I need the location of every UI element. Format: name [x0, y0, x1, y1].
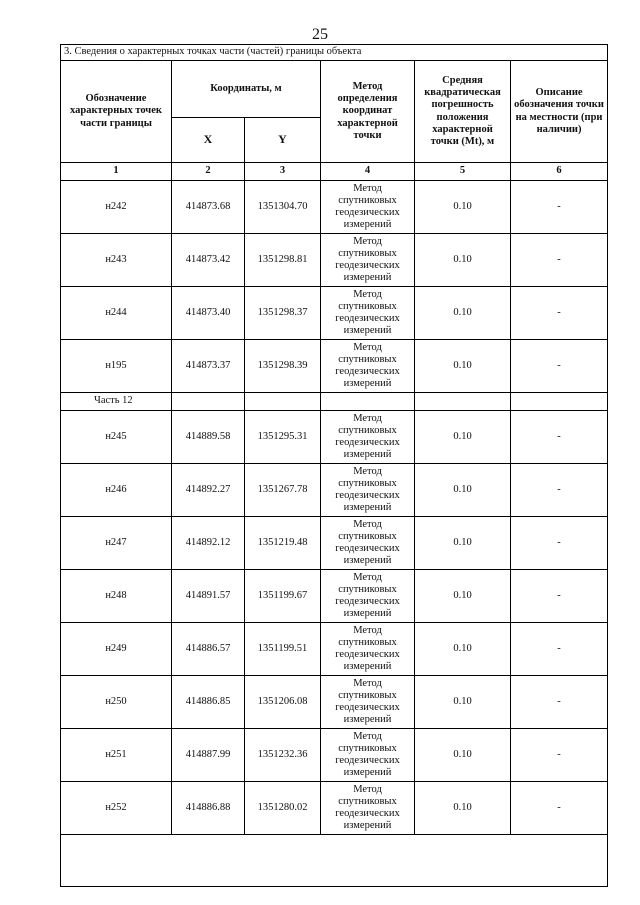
point-description: -	[511, 411, 608, 464]
point-id: н249	[61, 623, 172, 676]
coord-y: 1351295.31	[245, 411, 321, 464]
point-description: -	[511, 234, 608, 287]
point-description: -	[511, 340, 608, 393]
point-id: н247	[61, 517, 172, 570]
coord-y: 1351304.70	[245, 181, 321, 234]
table-row	[61, 676, 608, 729]
coord-y: 1351199.67	[245, 570, 321, 623]
method: Метод спутниковых геодезических измерений	[321, 411, 415, 464]
table-row	[61, 234, 608, 287]
coord-x: 414887.99	[172, 729, 245, 782]
point-id: н244	[61, 287, 172, 340]
coord-y: 1351267.78	[245, 464, 321, 517]
point-description: -	[511, 729, 608, 782]
empty-cell	[511, 393, 608, 411]
point-id: н248	[61, 570, 172, 623]
empty-cell	[415, 393, 511, 411]
mt-error: 0.10	[415, 234, 511, 287]
header-y: Y	[245, 118, 321, 163]
coord-x: 414892.12	[172, 517, 245, 570]
table-row	[61, 464, 608, 517]
header-point-designation: Обозначение характерных точек части границы	[61, 61, 172, 163]
coord-y: 1351298.81	[245, 234, 321, 287]
mt-error: 0.10	[415, 676, 511, 729]
section-title: 3. Сведения о характерных точках части (частей) границы объекта	[61, 45, 608, 61]
empty-cell	[172, 393, 245, 411]
point-id: н246	[61, 464, 172, 517]
method: Метод спутниковых геодезических измерений	[321, 623, 415, 676]
point-id: н250	[61, 676, 172, 729]
empty-cell	[61, 835, 608, 887]
point-description: -	[511, 517, 608, 570]
coord-x: 414873.37	[172, 340, 245, 393]
page-number: 25	[312, 26, 328, 43]
boundary-points-table	[60, 44, 608, 887]
coord-y: 1351280.02	[245, 782, 321, 835]
method: Метод спутниковых геодезических измерений	[321, 234, 415, 287]
table-row	[61, 287, 608, 340]
mt-error: 0.10	[415, 570, 511, 623]
column-number-1: 1	[61, 163, 172, 181]
mt-error: 0.10	[415, 623, 511, 676]
coord-x: 414873.68	[172, 181, 245, 234]
mt-error: 0.10	[415, 517, 511, 570]
method: Метод спутниковых геодезических измерений	[321, 782, 415, 835]
point-id: н242	[61, 181, 172, 234]
coord-x: 414891.57	[172, 570, 245, 623]
coord-y: 1351199.51	[245, 623, 321, 676]
coord-y: 1351298.39	[245, 340, 321, 393]
table-row	[61, 411, 608, 464]
point-id: н195	[61, 340, 172, 393]
mt-error: 0.10	[415, 287, 511, 340]
point-description: -	[511, 782, 608, 835]
coord-y: 1351232.36	[245, 729, 321, 782]
mt-error: 0.10	[415, 340, 511, 393]
part-row	[61, 393, 608, 411]
header-x: X	[172, 118, 245, 163]
coord-y: 1351219.48	[245, 517, 321, 570]
empty-cell	[245, 393, 321, 411]
table-row	[61, 729, 608, 782]
point-description: -	[511, 676, 608, 729]
header-error: Средняя квадратическая погрешность положения характерной точки (Mt), м	[415, 61, 511, 163]
mt-error: 0.10	[415, 411, 511, 464]
coord-x: 414873.40	[172, 287, 245, 340]
coord-x: 414886.85	[172, 676, 245, 729]
mt-error: 0.10	[415, 464, 511, 517]
header-description: Описание обозначения точки на местности (при наличии)	[511, 61, 608, 163]
part-label: Часть 12	[61, 393, 172, 411]
coord-x: 414889.58	[172, 411, 245, 464]
coord-x: 414886.57	[172, 623, 245, 676]
point-description: -	[511, 623, 608, 676]
coord-y: 1351298.37	[245, 287, 321, 340]
mt-error: 0.10	[415, 782, 511, 835]
table-row	[61, 623, 608, 676]
point-description: -	[511, 464, 608, 517]
table-row	[61, 782, 608, 835]
method: Метод спутниковых геодезических измерений	[321, 340, 415, 393]
point-id: н245	[61, 411, 172, 464]
table-row	[61, 570, 608, 623]
point-description: -	[511, 181, 608, 234]
method: Метод спутниковых геодезических измерений	[321, 729, 415, 782]
empty-row	[61, 835, 608, 887]
table-row	[61, 340, 608, 393]
method: Метод спутниковых геодезических измерений	[321, 181, 415, 234]
column-number-2: 2	[172, 163, 245, 181]
coord-y: 1351206.08	[245, 676, 321, 729]
column-number-6: 6	[511, 163, 608, 181]
point-id: н251	[61, 729, 172, 782]
method: Метод спутниковых геодезических измерений	[321, 464, 415, 517]
point-description: -	[511, 570, 608, 623]
coord-x: 414873.42	[172, 234, 245, 287]
mt-error: 0.10	[415, 181, 511, 234]
header-coordinates: Координаты, м	[172, 61, 321, 118]
point-id: н243	[61, 234, 172, 287]
empty-cell	[321, 393, 415, 411]
method: Метод спутниковых геодезических измерений	[321, 676, 415, 729]
method: Метод спутниковых геодезических измерений	[321, 517, 415, 570]
table-body	[61, 181, 608, 887]
coord-x: 414892.27	[172, 464, 245, 517]
method: Метод спутниковых геодезических измерений	[321, 570, 415, 623]
column-number-5: 5	[415, 163, 511, 181]
column-number-3: 3	[245, 163, 321, 181]
point-description: -	[511, 287, 608, 340]
mt-error: 0.10	[415, 729, 511, 782]
coord-x: 414886.88	[172, 782, 245, 835]
table-row	[61, 517, 608, 570]
table-row	[61, 181, 608, 234]
method: Метод спутниковых геодезических измерений	[321, 287, 415, 340]
column-number-4: 4	[321, 163, 415, 181]
point-id: н252	[61, 782, 172, 835]
header-method: Метод определения координат характерной точки	[321, 61, 415, 163]
